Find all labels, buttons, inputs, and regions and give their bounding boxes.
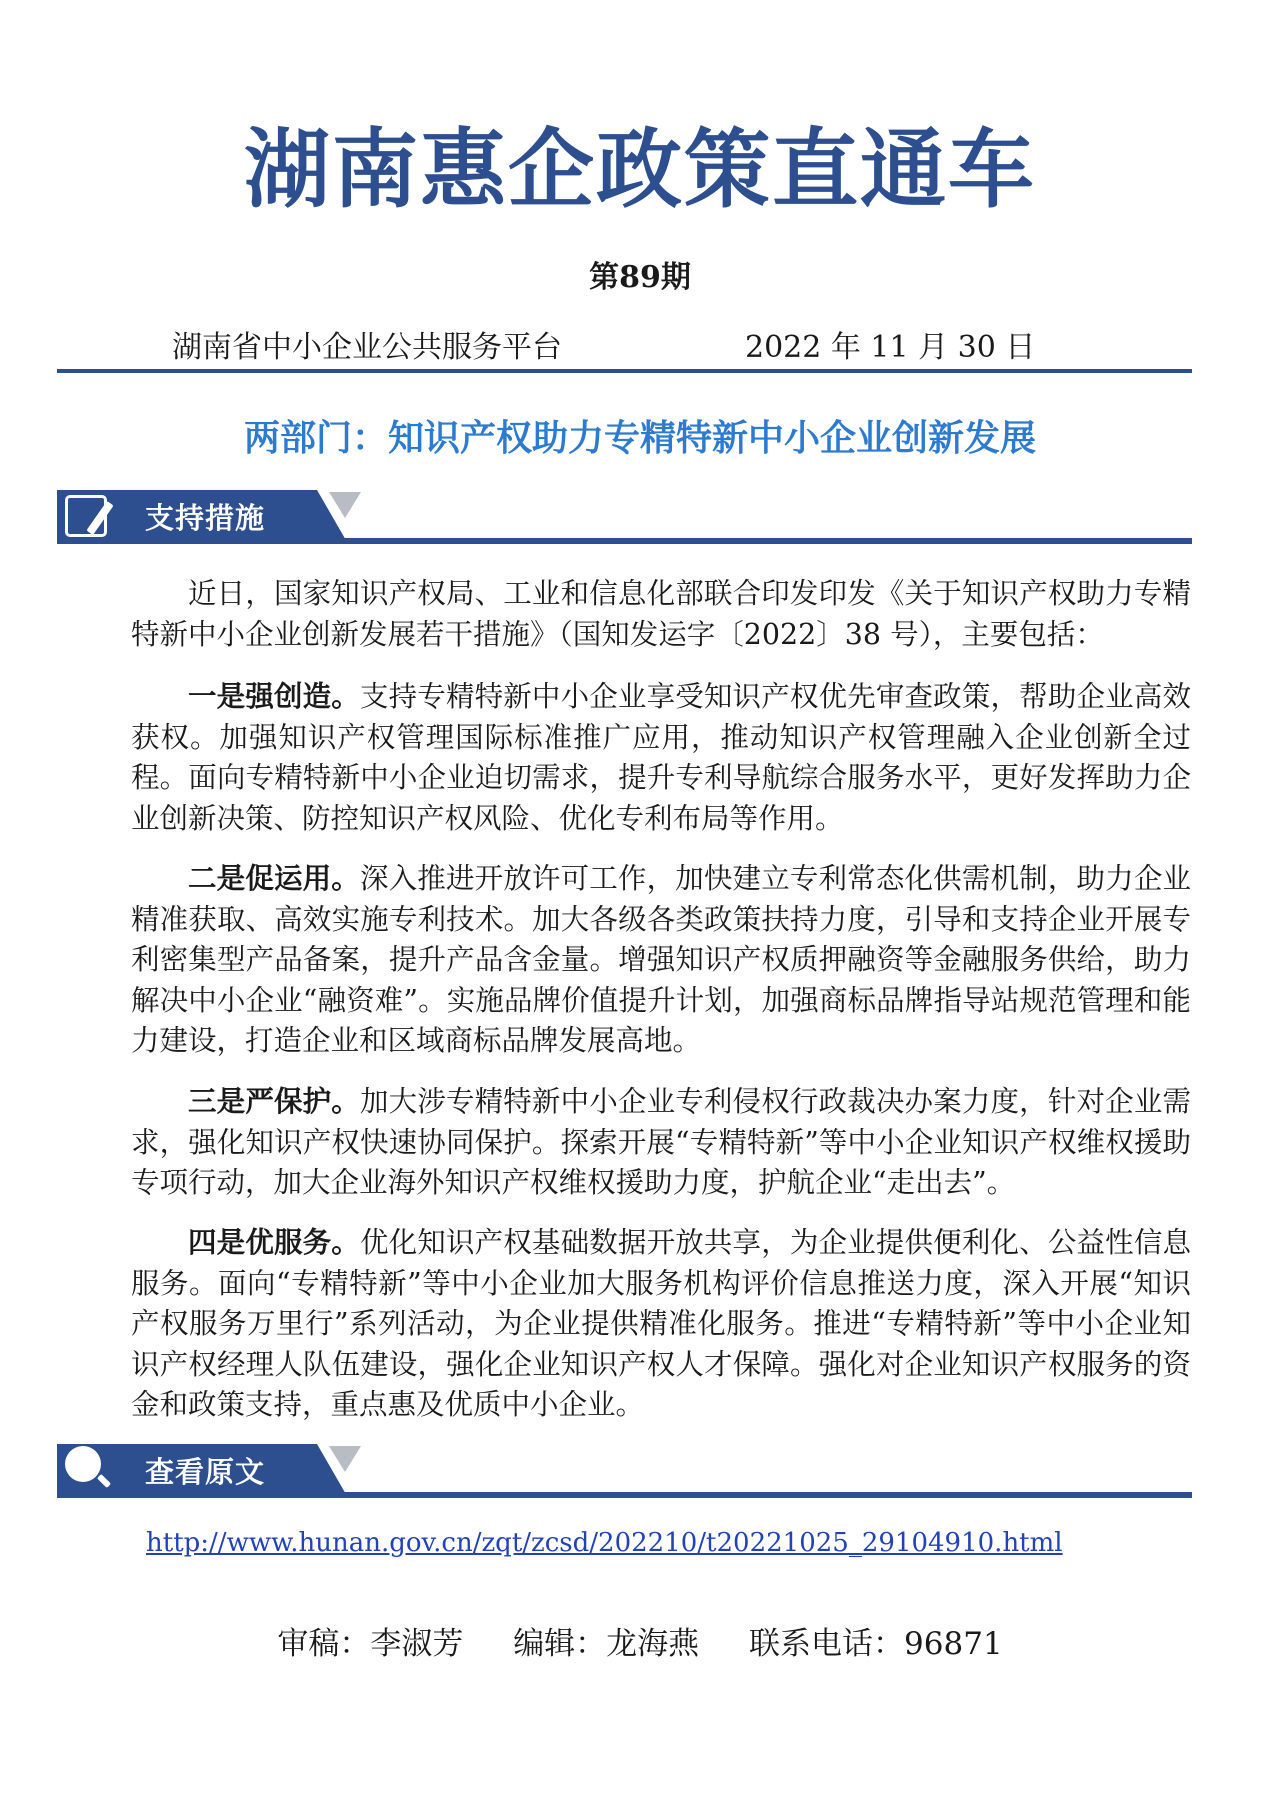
banner-notch — [329, 492, 361, 518]
intro-text: 近日，国家知识产权局、工业和信息化部联合印发印发《关于知识产权助力专精特新中小企业创新发展若干措施》（国知发运字〔2022〕38 号），主要包括： — [131, 577, 1191, 651]
intro-paragraph — [131, 574, 1191, 655]
section-label-support: 支持措施 — [145, 501, 266, 535]
section-label-original: 查看原文 — [145, 1455, 266, 1489]
measure-lead: 一是强创造。 — [188, 679, 360, 713]
contact-phone: 联系电话：96871 — [749, 1626, 1003, 1662]
measure-paragraph — [131, 676, 1191, 839]
editor-credit: 编辑：龙海燕 — [513, 1626, 700, 1662]
masthead-title: 湖南惠企政策直通车 — [244, 120, 1036, 220]
issue-number: 第89期 — [589, 260, 691, 295]
article-headline: 两部门：知识产权助力专精特新中小企业创新发展 — [243, 418, 1036, 459]
reviewer-credit: 审稿：李淑芳 — [277, 1626, 464, 1662]
measure-paragraph — [131, 1222, 1191, 1426]
header-divider — [57, 369, 1192, 373]
measure-lead: 二是促运用。 — [188, 861, 360, 895]
measure-text: 优化知识产权基础数据开放共享，为企业提供便利化、公益性信息服务。面向“专精特新”等中小企业加大服务机构评价信息推送力度，深入开展“知识产权服务万里行”系列活动，为企业提供精准化服务。推进“专精特新”等中小企业知识产权经理人队伍建设，强化企业知识产权人才保障。强化对企业知识产权服务的资金和政策支持，重点惠及优质中小企业。 — [131, 1226, 1191, 1421]
banner-notch — [329, 1446, 361, 1472]
measure-lead: 三是严保护。 — [188, 1084, 360, 1118]
source-url-link[interactable]: http://www.hunan.gov.cn/zqt/zcsd/202210/t20221025_29104910.html — [146, 1528, 1063, 1558]
section-banner-original — [57, 1444, 1192, 1502]
section-banner-support — [57, 490, 1192, 548]
measure-text: 深入推进开放许可工作，加快建立专利常态化供需机制，助力企业精准获取、高效实施专利技术。加大各级各类政策扶持力度，引导和支持企业开展专利密集型产品备案，提升产品含金量。增强知识产权质押融资等金融服务供给，助力解决中小企业“融资难”。实施品牌价值提升计划，加强商标品牌指导站规范管理和能力建设，打造企业和区域商标品牌发展高地。 — [131, 862, 1191, 1057]
magnifier-icon — [65, 1446, 101, 1482]
measure-text: 加大涉专精特新中小企业专利侵权行政裁决办案力度，针对企业需求，强化知识产权快速协同保护。探索开展“专精特新”等中小企业知识产权维权援助专项行动，加大企业海外知识产权维权援助力度，护航企业“走出去”。 — [131, 1085, 1191, 1199]
measure-lead: 四是优服务。 — [188, 1225, 360, 1259]
publication-date: 2022 年 11 月 30 日 — [745, 330, 1036, 365]
measure-text: 支持专精特新中小企业享受知识产权优先审查政策，帮助企业高效获权。加强知识产权管理国际标准推广应用，推动知识产权管理融入企业创新全过程。面向专精特新中小企业迫切需求，提升专利导航综合服务水平，更好发挥助力企业创新决策、防控知识产权风险、优化专利布局等作用。 — [131, 680, 1191, 835]
measure-paragraph — [131, 1081, 1191, 1204]
measure-paragraph — [131, 858, 1191, 1062]
pen-edit-icon — [65, 495, 107, 537]
footer-credits — [0, 1618, 1280, 1663]
publisher-name: 湖南省中小企业公共服务平台 — [172, 330, 562, 365]
